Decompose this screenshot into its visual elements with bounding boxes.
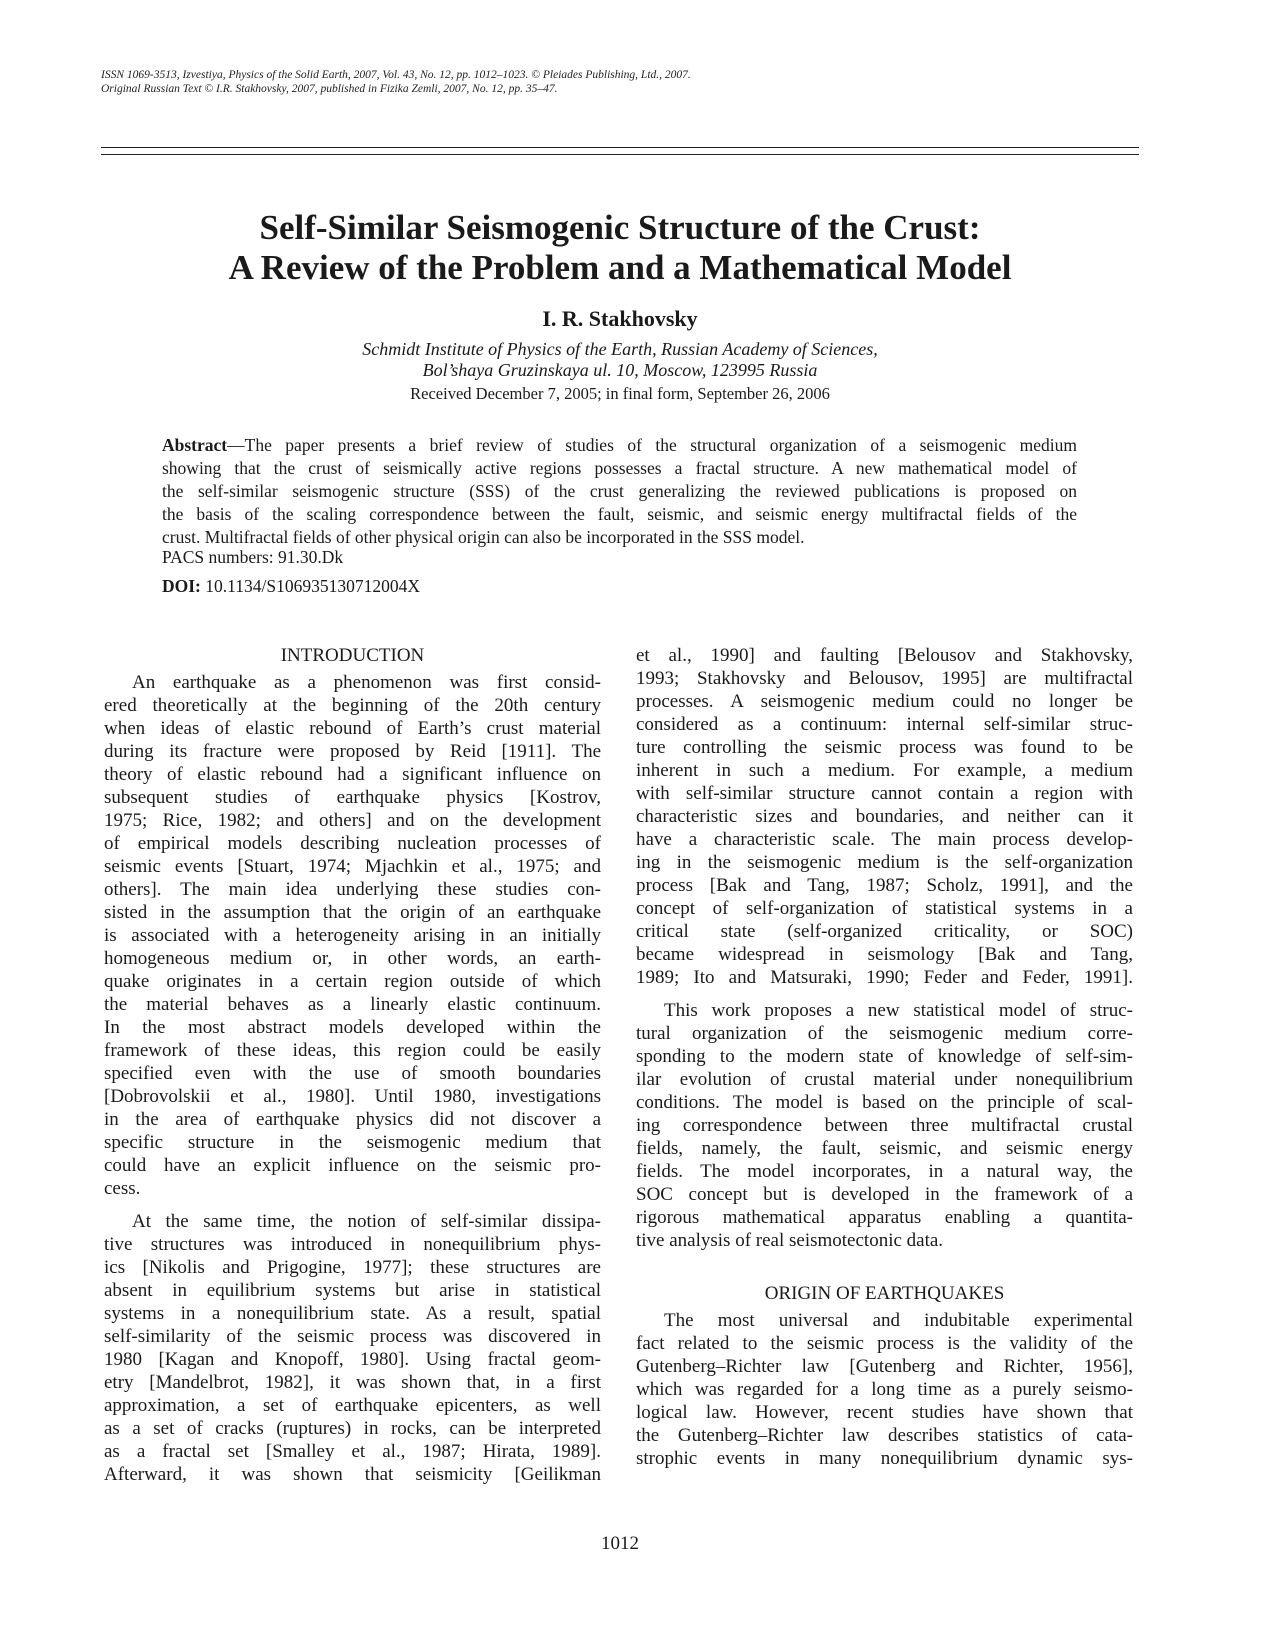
text-line: considered as a continuum: internal self-similar struc- (636, 714, 1133, 735)
text-line: At the same time, the notion of self-similar dissipa- (132, 1211, 601, 1232)
abstract-line: the basis of the scaling correspondence between the fault, seismic, and seismic energy multifractal fields of the (162, 504, 1077, 524)
text-line: approximation, a set of earthquake epicenters, as well (104, 1395, 601, 1416)
text-line: fact related to the seismic process is the validity of the (636, 1333, 1133, 1354)
text-line: when ideas of elastic rebound of Earth’s crust material (104, 718, 601, 739)
text-line: 1989; Ito and Matsuraki, 1990; Feder and Feder, 1991]. (636, 967, 1133, 988)
journal-header (101, 68, 1101, 96)
text-line: could have an explicit influence on the seismic pro- (104, 1155, 601, 1176)
text-line: tive analysis of real seismotectonic data. (636, 1230, 944, 1251)
text-line: characteristic sizes and boundaries, and neither can it (636, 806, 1133, 827)
text-line: ture controlling the seismic process was found to be (636, 737, 1133, 758)
paragraph (104, 671, 601, 1200)
text-line: inherent in such a medium. For example, a medium (636, 760, 1133, 781)
title-line-1: Self-Similar Seismogenic Structure of the Crust: (259, 208, 981, 247)
text-line: homogeneous medium or, in other words, an earth- (104, 948, 601, 969)
text-line: sisted in the assumption that the origin of an earthquake (104, 902, 601, 923)
text-line: the material behaves as a linearly elastic continuum. (104, 994, 601, 1015)
doi-value: 10.1134/S106935130712004X (200, 576, 420, 596)
text-line: In the most abstract models developed within the (104, 1017, 601, 1038)
text-line: process [Bak and Tang, 1987; Scholz, 1991], and the (636, 875, 1133, 896)
text-line: ics [Nikolis and Prigogine, 1977]; these structures are (104, 1257, 601, 1278)
abstract-label: Abstract (162, 435, 228, 455)
doi-label: DOI: (162, 576, 201, 596)
text-line: tural organization of the seismogenic medium corre- (636, 1023, 1133, 1044)
text-line: theory of elastic rebound had a significant influence on (104, 764, 601, 785)
text-line: as a set of cracks (ruptures) in rocks, can be interpreted (104, 1418, 601, 1439)
text-line: specified even with the use of smooth boundaries (104, 1063, 601, 1084)
text-line: systems in a nonequilibrium state. As a result, spatial (104, 1303, 601, 1324)
text-line: strophic events in many nonequilibrium dynamic sys- (636, 1448, 1133, 1469)
text-line: conditions. The model is based on the principle of scal- (636, 1092, 1133, 1113)
section-heading-origin: ORIGIN OF EARTHQUAKES (764, 1283, 1005, 1304)
text-line: 1993; Stakhovsky and Belousov, 1995] are multifractal (636, 668, 1133, 689)
text-line: critical state (self-organized criticality, or SOC) (636, 921, 1133, 942)
journal-citation-line: ISSN 1069-3513, Izvestiya, Physics of the Solid Earth, 2007, Vol. 43, No. 12, pp. 1012–1023. © Pleiades Publishing, Ltd., 2007. (101, 69, 691, 81)
text-line: processes. A seismogenic medium could no longer be (636, 691, 1133, 712)
abstract-line: Abstract—The paper presents a brief review of studies of the structural organization of a seismogenic medium (162, 435, 1077, 455)
text-line: have a characteristic scale. The main process develop- (636, 829, 1133, 850)
text-line: et al., 1990] and faulting [Belousov and Stakhovsky, (636, 645, 1133, 666)
header-rule-bottom (101, 154, 1139, 155)
text-line: 1975; Rice, 1982; and others] and on the development (104, 810, 601, 831)
author-name: I. R. Stakhovsky (542, 306, 698, 331)
paragraph (104, 1210, 601, 1486)
text-line: quake originates in a certain region outside of which (104, 971, 601, 992)
text-line: rigorous mathematical apparatus enabling a quantita- (636, 1207, 1133, 1228)
text-line: sponding to the modern state of knowledge of self-sim- (636, 1046, 1133, 1067)
abstract (162, 435, 1077, 550)
text-line: [Dobrovolskii et al., 1980]. Until 1980, investigations (104, 1086, 601, 1107)
pacs-numbers: PACS numbers: 91.30.Dk (162, 547, 344, 567)
text-line: of empirical models describing nucleation processes of (104, 833, 601, 854)
text-line: An earthquake as a phenomenon was first consid- (132, 672, 601, 693)
header-rule-top (101, 147, 1139, 148)
text-line: tive structures was introduced in nonequilibrium phys- (104, 1234, 601, 1255)
paragraph (636, 999, 1133, 1252)
affiliation-line-2: Bol’shaya Gruzinskaya ul. 10, Moscow, 123995 Russia (422, 360, 818, 380)
text-line: SOC concept but is developed in the framework of a (636, 1184, 1133, 1205)
text-line: which was regarded for a long time as a purely seismo- (636, 1379, 1133, 1400)
text-line: logical law. However, recent studies have shown that (636, 1402, 1133, 1423)
text-line: framework of these ideas, this region could be easily (104, 1040, 601, 1061)
text-line: ing correspondence between three multifractal crustal (636, 1115, 1133, 1136)
text-line: specific structure in the seismogenic medium that (104, 1132, 601, 1153)
text-line: ilar evolution of crustal material under nonequilibrium (636, 1069, 1133, 1090)
text-line: in the area of earthquake physics did not discover a (104, 1109, 601, 1130)
text-line: The most universal and indubitable experimental (664, 1310, 1133, 1331)
text-line: self-similarity of the seismic process was discovered in (104, 1326, 601, 1347)
text-line: fields, namely, the fault, seismic, and seismic energy (636, 1138, 1133, 1159)
original-text-line: Original Russian Text © I.R. Stakhovsky, 2007, published in Fizika Zemli, 2007, No. 12, pp. 35–47. (101, 83, 558, 95)
text-line: the Gutenberg–Richter law describes statistics of cata- (636, 1425, 1133, 1446)
left-column (104, 644, 601, 1496)
paper-title (101, 208, 1139, 288)
text-line: subsequent studies of earthquake physics [Kostrov, (104, 787, 601, 808)
right-column (636, 644, 1133, 1480)
text-line: as a fractal set [Smalley et al., 1987; Hirata, 1989]. (104, 1441, 601, 1462)
text-line: absent in equilibrium systems but arise in statistical (104, 1280, 601, 1301)
text-line: ing in the seismogenic medium is the self-organization (636, 852, 1133, 873)
affiliation-line-1: Schmidt Institute of Physics of the Earth, Russian Academy of Sciences, (362, 339, 878, 359)
section-heading-introduction: INTRODUCTION (280, 645, 425, 666)
text-line: This work proposes a new statistical model of struc- (664, 1000, 1133, 1021)
page-number: 1012 (601, 1533, 639, 1554)
doi (162, 576, 420, 597)
text-line: 1980 [Kagan and Knopoff, 1980]. Using fractal geom- (104, 1349, 601, 1370)
text-line: with self-similar structure cannot contain a region with (636, 783, 1133, 804)
text-line: Gutenberg–Richter law [Gutenberg and Richter, 1956], (636, 1356, 1133, 1377)
text-line: became widespread in seismology [Bak and Tang, (636, 944, 1133, 965)
abstract-line: the self-similar seismogenic structure (SSS) of the crust generalizing the reviewed publications is proposed on (162, 481, 1077, 501)
text-line: etry [Mandelbrot, 1982], it was shown that, in a first (104, 1372, 601, 1393)
text-line: Afterward, it was shown that seismicity [Geilikman (104, 1464, 601, 1485)
text-line: during its fracture were proposed by Reid [1911]. The (104, 741, 601, 762)
paragraph (636, 644, 1133, 989)
text-line: concept of self-organization of statistical systems in a (636, 898, 1133, 919)
received-dates: Received December 7, 2005; in final form, September 26, 2006 (410, 384, 830, 403)
title-line-2: A Review of the Problem and a Mathematical Model (228, 248, 1012, 287)
text-line: others]. The main idea underlying these studies con- (104, 879, 601, 900)
text-line: cess. (104, 1178, 141, 1199)
paragraph (636, 1309, 1133, 1470)
text-line: ered theoretically at the beginning of the 20th century (104, 695, 601, 716)
text-line: is associated with a heterogeneity arising in an initially (104, 925, 601, 946)
affiliation (101, 339, 1139, 381)
text-line: fields. The model incorporates, in a natural way, the (636, 1161, 1133, 1182)
abstract-line: crust. Multifractal fields of other physical origin can also be incorporated in the SSS model. (162, 527, 805, 547)
abstract-line: showing that the crust of seismically active regions possesses a fractal structure. A new mathematical model of (162, 458, 1077, 478)
text-line: seismic events [Stuart, 1974; Mjachkin et al., 1975; and (104, 856, 601, 877)
